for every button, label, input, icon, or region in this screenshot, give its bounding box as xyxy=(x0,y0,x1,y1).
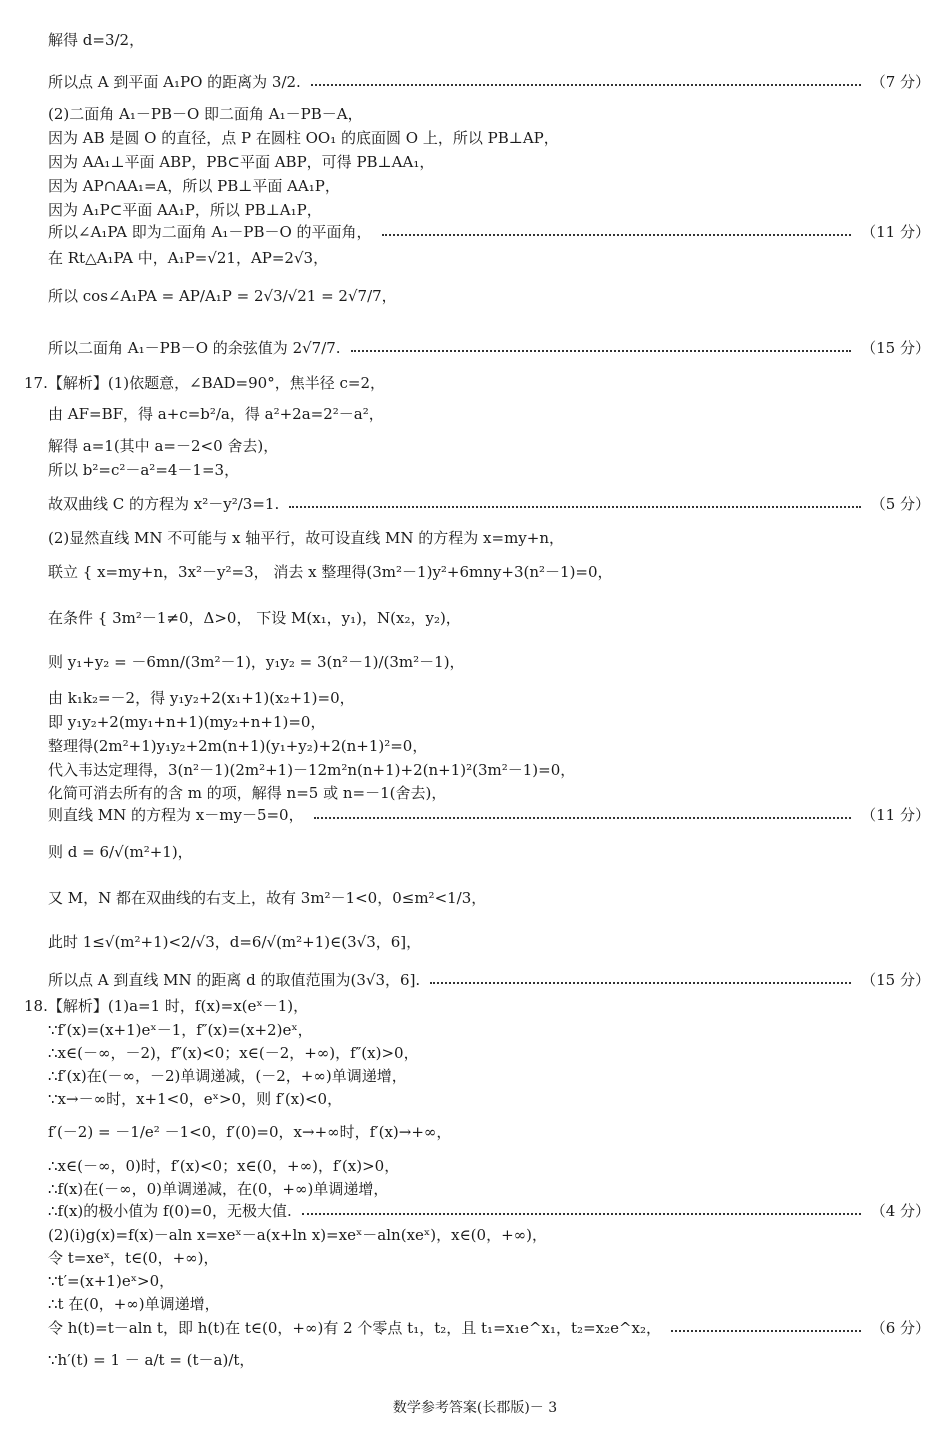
text-line: ∵h′(t) = 1 － a/t = (t－a)/t， xyxy=(48,1351,255,1369)
text-line: 在条件 { 3m²－1≠0，Δ>0， 下设 M(x₁，y₁)，N(x₂，y₂)， xyxy=(48,609,461,627)
text-line: 因为 AP∩AA₁=A，所以 PB⊥平面 AA₁P， xyxy=(48,177,340,195)
line-text: 所以二面角 A₁－PB－O 的余弦值为 2√7/7. xyxy=(48,339,341,357)
scored-line xyxy=(48,1201,930,1221)
scored-line xyxy=(48,970,930,990)
text-line: 即 y₁y₂+2(my₁+n+1)(my₂+n+1)=0， xyxy=(48,713,326,731)
text-line: 令 t=xeˣ，t∈(0，+∞)， xyxy=(48,1249,219,1267)
line-text: ∴f(x)的极小值为 f(0)=0，无极大值. xyxy=(48,1202,292,1220)
text-line: ∴x∈(－∞，－2)，f″(x)<0；x∈(－2，+∞)，f″(x)>0， xyxy=(48,1044,419,1062)
text-line: 解得 d=3/2， xyxy=(48,31,145,49)
text-line: 由 k₁k₂=－2，得 y₁y₂+2(x₁+1)(x₂+1)=0， xyxy=(48,689,355,707)
text-line: ∴f(x)在(－∞，0)单调递减，在(0，+∞)单调递增， xyxy=(48,1180,389,1198)
scored-line xyxy=(48,222,930,242)
text-line: (2)(i)g(x)=f(x)－aln x=xeˣ－a(x+ln x)=xeˣ－aln(xeˣ)，x∈(0，+∞)， xyxy=(48,1226,547,1244)
leader-dots xyxy=(289,506,860,508)
leader-dots xyxy=(430,982,851,984)
scored-line xyxy=(48,805,930,825)
leader-dots xyxy=(302,1213,861,1215)
text-line: (2)显然直线 MN 不可能与 x 轴平行，故可设直线 MN 的方程为 x=my+n， xyxy=(48,529,565,547)
text-line: 此时 1≤√(m²+1)<2/√3，d=6/√(m²+1)∈(3√3，6]， xyxy=(48,933,422,951)
line-text: 则直线 MN 的方程为 x－my－5=0， xyxy=(48,806,304,824)
score-label: （11 分） xyxy=(861,223,930,241)
score-label: （5 分） xyxy=(870,495,930,513)
scored-line xyxy=(48,1318,930,1338)
text-line: 所以 b²=c²－a²=4－1=3， xyxy=(48,461,240,479)
scored-line xyxy=(48,494,930,514)
question-18-heading: 18.【解析】(1)a=1 时，f(x)=x(eˣ－1)， xyxy=(24,997,309,1015)
scored-line xyxy=(48,338,930,358)
page-footer: 数学参考答案(长郡版)－ 3 xyxy=(392,1400,558,1416)
text-line: f′(－2) = －1/e² －1<0，f′(0)=0，x→+∞时，f′(x)→+∞， xyxy=(48,1123,452,1141)
score-label: （4 分） xyxy=(870,1202,930,1220)
leader-dots xyxy=(351,350,852,352)
text-line: 又 M，N 都在双曲线的右支上，故有 3m²－1<0，0≤m²<1/3， xyxy=(48,889,487,907)
text-line: ∴t 在(0，+∞)单调递增， xyxy=(48,1295,220,1313)
text-line: 联立 { x=my+n，3x²－y²=3， 消去 x 整理得(3m²－1)y²+6mny+3(n²－1)=0， xyxy=(48,563,613,581)
text-line: (2)二面角 A₁－PB－O 即二面角 A₁－PB－A， xyxy=(48,105,363,123)
text-line: 代入韦达定理得，3(n²－1)(2m²+1)－12m²n(n+1)+2(n+1)²(3m²－1)=0， xyxy=(48,761,576,779)
leader-dots xyxy=(314,817,852,819)
line-text: 令 h(t)=t－aln t，即 h(t)在 t∈(0，+∞)有 2 个零点 t₁，t₂，且 t₁=x₁e^x₁，t₂=x₂e^x₂， xyxy=(48,1319,662,1337)
line-text: 所以点 A 到直线 MN 的距离 d 的取值范围为(3√3，6]. xyxy=(48,971,421,989)
text-line: ∵t′=(x+1)eˣ>0， xyxy=(48,1272,175,1290)
text-line: ∴f′(x)在(－∞，－2)单调递减，(－2，+∞)单调递增， xyxy=(48,1067,407,1085)
leader-dots xyxy=(382,234,852,236)
score-label: （7 分） xyxy=(870,73,930,91)
line-text: 所以∠A₁PA 即为二面角 A₁－PB－O 的平面角， xyxy=(48,223,372,241)
scored-line xyxy=(48,72,930,92)
text-line: 因为 AB 是圆 O 的直径，点 P 在圆柱 OO₁ 的底面圆 O 上，所以 PB⊥AP， xyxy=(48,129,559,147)
text-line: 整理得(2m²+1)y₁y₂+2m(n+1)(y₁+y₂)+2(n+1)²=0， xyxy=(48,737,428,755)
leader-dots xyxy=(671,1330,861,1332)
text-line: ∴x∈(－∞，0)时，f′(x)<0；x∈(0，+∞)，f′(x)>0， xyxy=(48,1157,400,1175)
score-label: （15 分） xyxy=(861,339,930,357)
text-line: 所以 cos∠A₁PA = AP/A₁P = 2√3/√21 = 2√7/7， xyxy=(48,287,397,305)
text-line: 因为 A₁P⊂平面 AA₁P，所以 PB⊥A₁P， xyxy=(48,201,322,219)
leader-dots xyxy=(311,84,861,86)
text-line: ∵x→－∞时，x+1<0，eˣ>0，则 f′(x)<0， xyxy=(48,1090,343,1108)
text-line: 由 AF=BF，得 a+c=b²/a，得 a²+2a=2²－a²， xyxy=(48,405,384,423)
text-line: 化简可消去所有的含 m 的项，解得 n=5 或 n=－1(舍去)， xyxy=(48,784,447,802)
text-line: ∵f′(x)=(x+1)eˣ－1，f″(x)=(x+2)eˣ， xyxy=(48,1021,313,1039)
score-label: （15 分） xyxy=(861,971,930,989)
text-line: 则 y₁+y₂ = －6mn/(3m²－1)，y₁y₂ = 3(n²－1)/(3m²－1)， xyxy=(48,653,465,671)
text-line: 解得 a=1(其中 a=－2<0 舍去)， xyxy=(48,437,279,455)
line-text: 所以点 A 到平面 A₁PO 的距离为 3/2. xyxy=(48,73,301,91)
line-text: 故双曲线 C 的方程为 x²－y²/3=1. xyxy=(48,495,280,513)
question-17-heading: 17.【解析】(1)依题意，∠BAD=90°，焦半径 c=2， xyxy=(24,374,385,392)
score-label: （11 分） xyxy=(861,806,930,824)
text-line: 因为 AA₁⊥平面 ABP，PB⊂平面 ABP，可得 PB⊥AA₁， xyxy=(48,153,435,171)
text-line: 在 Rt△A₁PA 中，A₁P=√21，AP=2√3， xyxy=(48,249,329,267)
score-label: （6 分） xyxy=(870,1319,930,1337)
text-line: 则 d = 6/√(m²+1)， xyxy=(48,843,193,861)
